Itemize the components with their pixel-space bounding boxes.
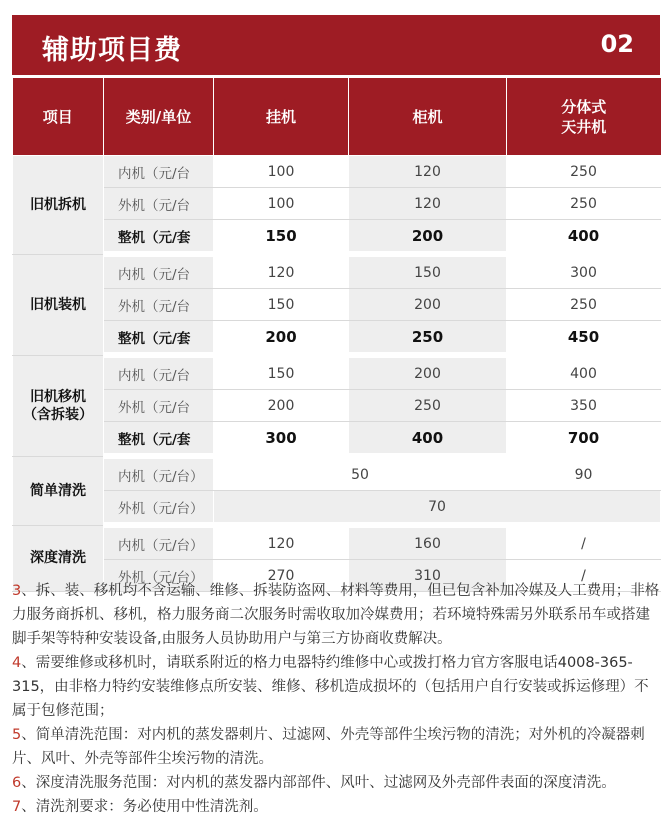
fee-table (12, 78, 661, 592)
price-cell: 150 (214, 355, 349, 390)
price-cell: 200 (349, 289, 507, 321)
unit-cell: 内机（元/台 (104, 156, 214, 188)
note-number: 5 (12, 727, 22, 743)
price-cell: 250 (507, 289, 661, 321)
header-cabinet-unit: 柜机 (349, 78, 507, 156)
table-row (13, 390, 661, 422)
note-number: 3 (12, 583, 22, 599)
note-item (12, 795, 660, 819)
note-text: 、简单清洗范围：对内机的蒸发器刺片、过滤网、外壳等部件尘埃污物的清洗；对外机的冷凝器刺片、风叶、外壳等部件尘埃污物的清洗。 (12, 727, 645, 767)
row-group-label: 深度清洗 (13, 525, 104, 592)
table-row (13, 491, 661, 526)
unit-cell: 外机（元/台 (104, 188, 214, 220)
table-row (13, 321, 661, 356)
unit-cell: 整机（元/套 (104, 321, 214, 356)
section-header (12, 15, 660, 75)
price-cell: 700 (507, 422, 661, 457)
price-cell: 50 (214, 456, 507, 491)
table-row (13, 156, 661, 188)
price-cell: 450 (507, 321, 661, 356)
header-item: 项目 (13, 78, 104, 156)
table-header-row (13, 78, 661, 156)
note-text: 、拆、装、移机均不含运输、维修、拆装防盗网、材料等费用，但已包含补加冷媒及人工费用；非格力服务商拆机、移机，格力服务商二次服务时需收取加冷媒费用；若环境特殊需另外联系吊车或搭建脚手架等特种安装设备,由服务人员协助用户与第三方协商收费解决。 (12, 583, 660, 647)
price-cell: 120 (349, 156, 507, 188)
price-cell: 100 (214, 188, 349, 220)
price-cell: 70 (214, 491, 661, 526)
table-row (13, 525, 661, 560)
unit-cell: 外机（元/台） (104, 491, 214, 526)
price-cell: 200 (214, 390, 349, 422)
price-cell: 300 (507, 254, 661, 289)
section-title: 辅助项目费 (42, 35, 182, 66)
unit-cell: 内机（元/台） (104, 456, 214, 491)
price-cell: 150 (214, 289, 349, 321)
unit-cell: 整机（元/套 (104, 422, 214, 457)
row-group-label: 旧机移机 （含拆装） (13, 355, 104, 456)
row-group-label: 旧机拆机 (13, 156, 104, 255)
table-row (13, 355, 661, 390)
note-text: 、需要维修或移机时，请联系附近的格力电器特约维修中心或拨打格力官方客服电话4008-365-315，由非格力特约安装维修点所安装、维修、移机造成损坏的（包括用户自行安装或拆运修理）不属于包修范围； (12, 655, 649, 719)
header-category-unit: 类别/单位 (104, 78, 214, 156)
price-cell: 250 (507, 188, 661, 220)
unit-cell: 整机（元/套 (104, 220, 214, 255)
table-row (13, 289, 661, 321)
row-group-label: 简单清洗 (13, 456, 104, 525)
price-cell: 200 (349, 355, 507, 390)
price-cell: 400 (507, 355, 661, 390)
price-cell: 400 (349, 422, 507, 457)
price-cell: 350 (507, 390, 661, 422)
note-text: 、深度清洗服务范围：对内机的蒸发器内部部件、风叶、过滤网及外壳部件表面的深度清洗。 (21, 775, 616, 791)
note-number: 7 (12, 799, 22, 815)
note-item (12, 771, 660, 795)
note-text: 、清洗剂要求：务必使用中性清洗剂。 (21, 799, 268, 815)
unit-cell: 内机（元/台） (104, 525, 214, 560)
header-wall-unit: 挂机 (214, 78, 349, 156)
price-cell: 300 (214, 422, 349, 457)
price-cell: 120 (214, 254, 349, 289)
price-cell: 150 (349, 254, 507, 289)
table-row (13, 456, 661, 491)
table-row (13, 220, 661, 255)
note-item (12, 651, 660, 723)
price-cell: 120 (214, 525, 349, 560)
note-number: 4 (12, 655, 22, 671)
price-cell: / (507, 525, 661, 560)
price-cell: 250 (507, 156, 661, 188)
unit-cell: 外机（元/台 (104, 289, 214, 321)
price-cell: 310 (349, 560, 507, 592)
price-cell: / (507, 560, 661, 592)
price-cell: 100 (214, 156, 349, 188)
price-cell: 200 (214, 321, 349, 356)
price-cell: 120 (349, 188, 507, 220)
unit-cell: 内机（元/台 (104, 254, 214, 289)
unit-cell: 外机（元/台） (104, 560, 214, 592)
row-group-label: 旧机装机 (13, 254, 104, 355)
header-ceiling-unit: 分体式 天井机 (507, 78, 661, 156)
unit-cell: 内机（元/台 (104, 355, 214, 390)
note-number: 6 (12, 775, 22, 791)
table-row (13, 254, 661, 289)
notes-section (12, 579, 660, 819)
note-item (12, 579, 660, 651)
price-cell: 150 (214, 220, 349, 255)
table-row (13, 188, 661, 220)
table-row (13, 422, 661, 457)
price-cell: 270 (214, 560, 349, 592)
price-cell: 90 (507, 456, 661, 491)
price-cell: 250 (349, 321, 507, 356)
note-item (12, 723, 660, 771)
unit-cell: 外机（元/台 (104, 390, 214, 422)
section-number: 02 (600, 30, 634, 58)
price-cell: 200 (349, 220, 507, 255)
price-cell: 160 (349, 525, 507, 560)
price-cell: 250 (349, 390, 507, 422)
price-cell: 400 (507, 220, 661, 255)
